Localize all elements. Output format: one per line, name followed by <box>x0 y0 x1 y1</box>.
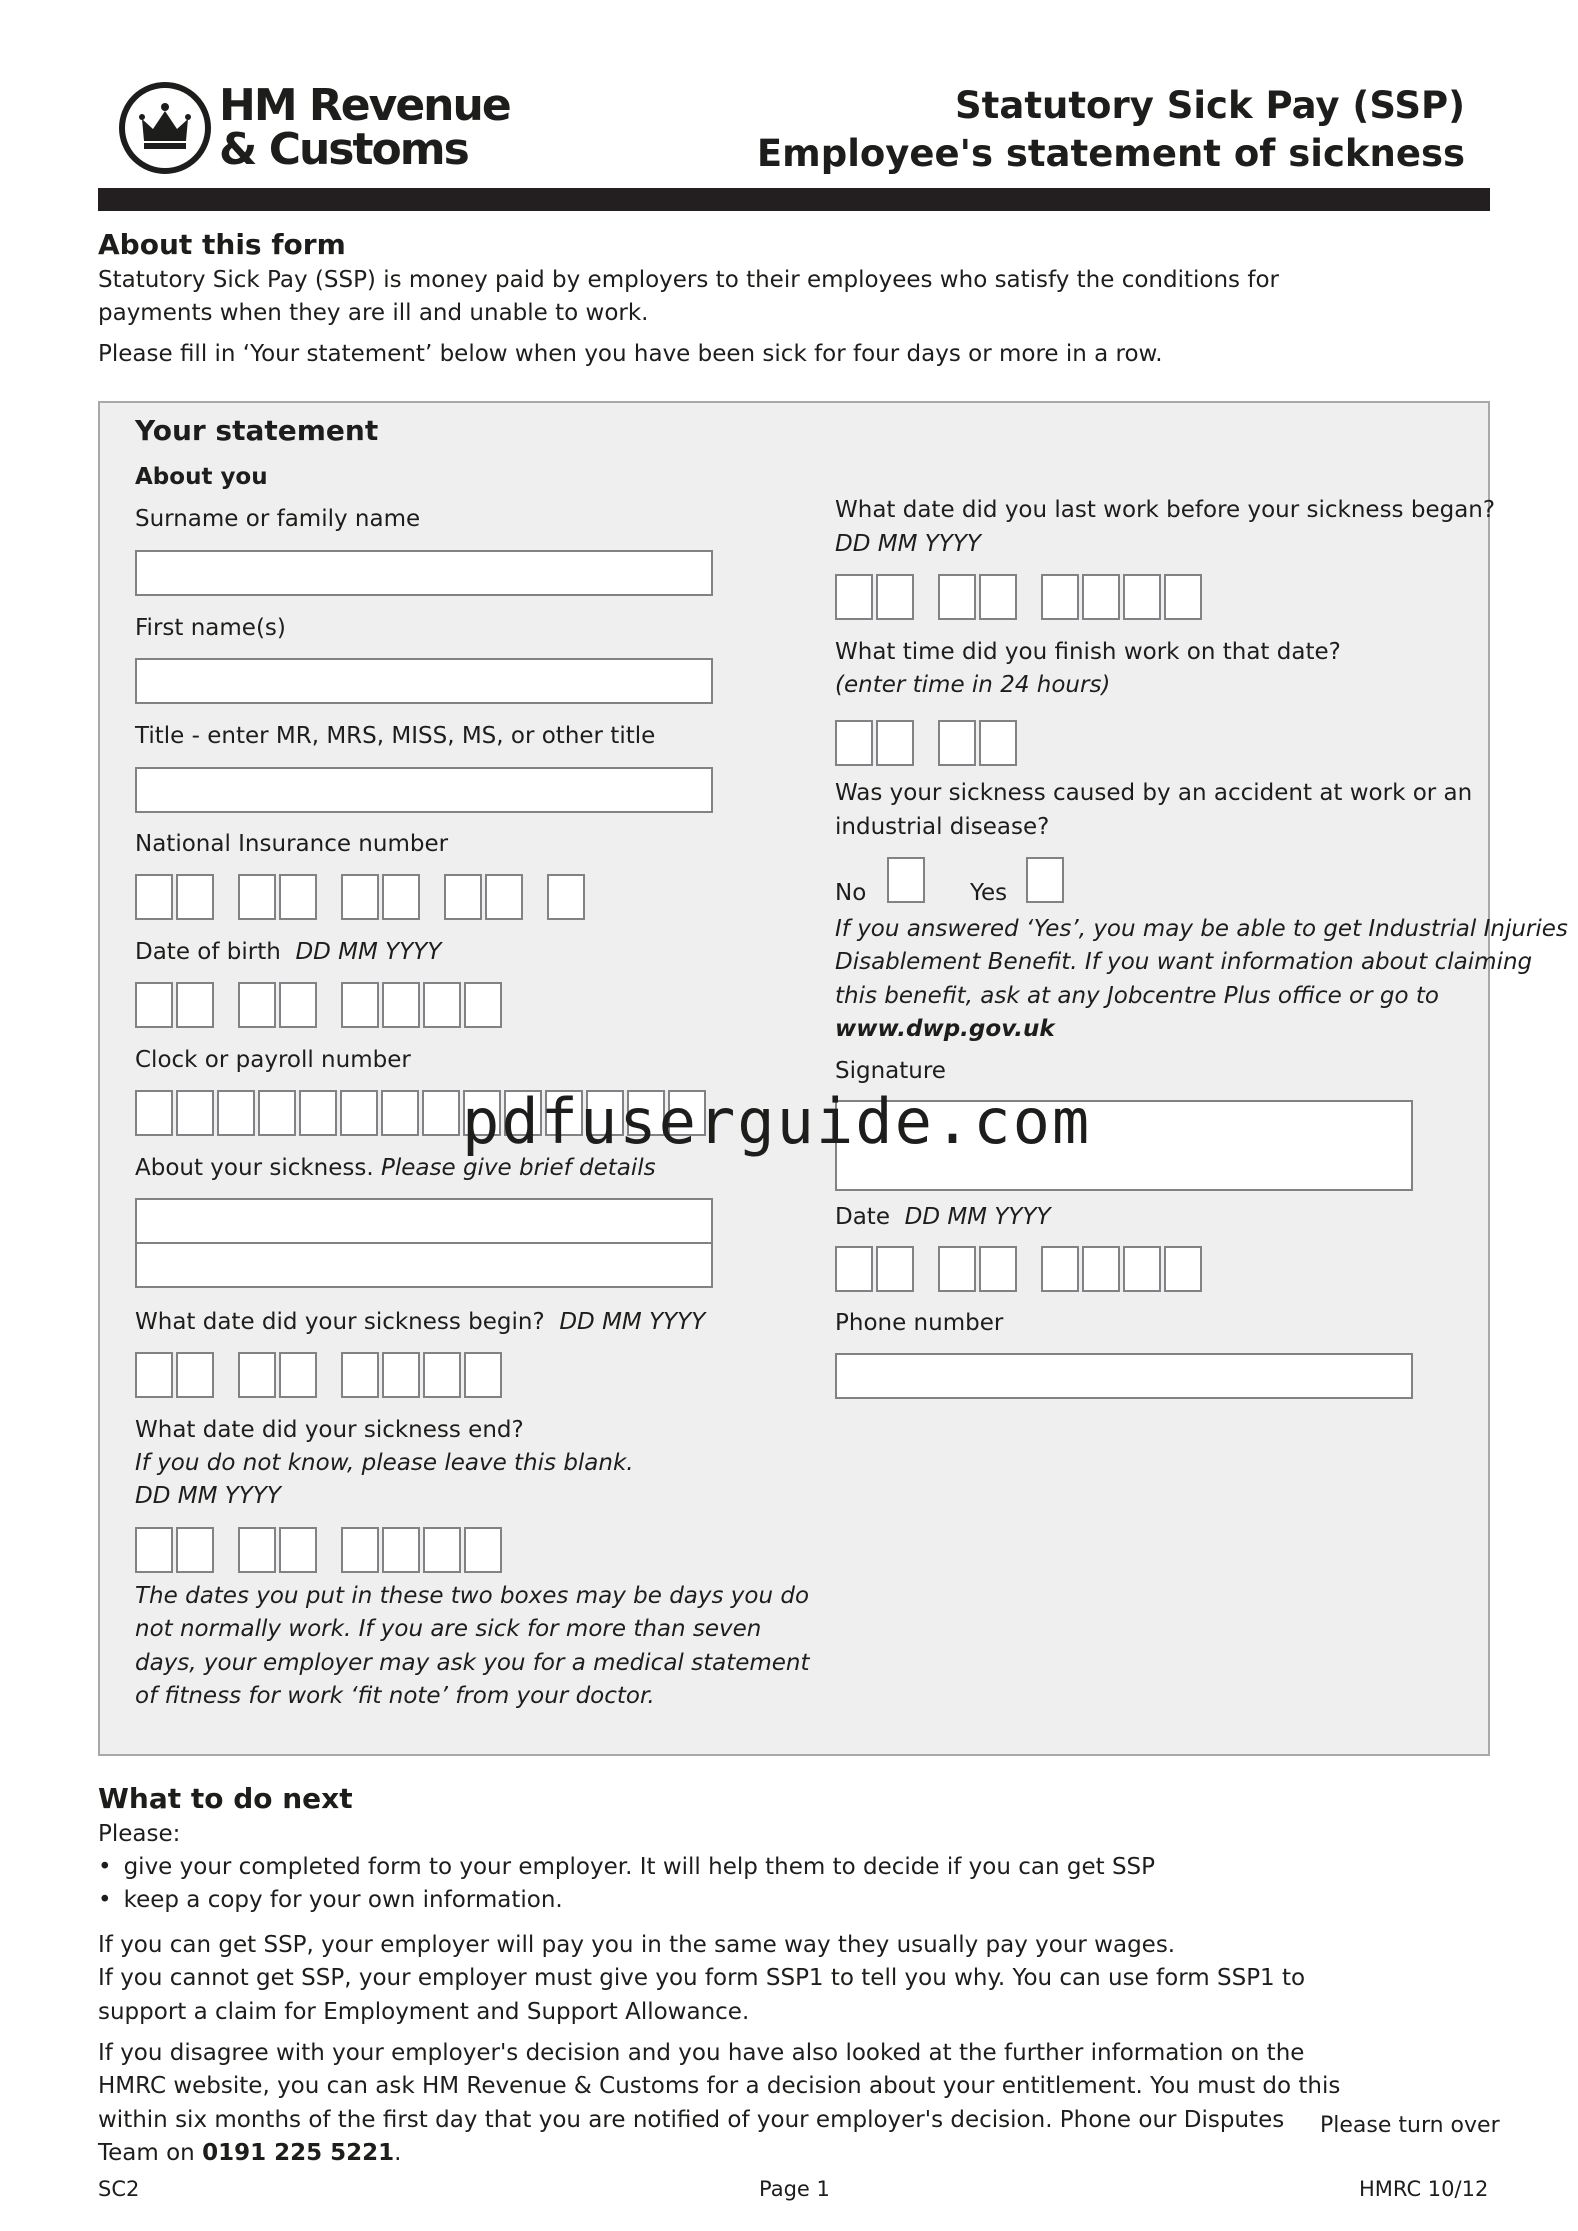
next-para2-line4 <box>98 2137 401 2170</box>
date-digit-box[interactable] <box>238 982 276 1028</box>
title-field[interactable] <box>135 767 713 813</box>
date-digit-box[interactable] <box>1164 1246 1202 1292</box>
date-digit-box[interactable] <box>938 574 976 620</box>
next-para2-line1: If you disagree with your employer's decision and you have also looked at the further information on the <box>98 2040 1305 2066</box>
last-work-date-boxes <box>835 574 1205 620</box>
ni-label: National Insurance number <box>135 831 449 857</box>
date-digit-box[interactable] <box>979 574 1017 620</box>
last-work-format: DD MM YYYY <box>835 531 981 557</box>
para2-line4-start: Team on <box>98 2140 195 2166</box>
date-digit-box[interactable] <box>279 1527 317 1573</box>
payroll-char-box[interactable] <box>176 1090 214 1136</box>
document-title <box>757 82 1465 178</box>
logo-line1: HM Revenue <box>219 80 510 131</box>
began-label <box>135 1306 705 1339</box>
time-digit-box[interactable] <box>938 720 976 766</box>
date-digit-box[interactable] <box>979 1246 1017 1292</box>
time-digit-box[interactable] <box>979 720 1017 766</box>
end-hint: If you do not know, please leave this blank. <box>135 1450 634 1476</box>
about-para2: Please fill in ‘Your statement’ below when you have been sick for four days or more in a row. <box>98 341 1163 367</box>
date-digit-box[interactable] <box>382 982 420 1028</box>
ni-char-box[interactable] <box>485 874 523 920</box>
date-digit-box[interactable] <box>464 982 502 1028</box>
date-digit-box[interactable] <box>382 1527 420 1573</box>
no-checkbox[interactable] <box>887 857 925 903</box>
next-para2-line2: HMRC website, you can ask HM Revenue & Customs for a decision about your entitlement. You must do this <box>98 2073 1341 2099</box>
date-digit-box[interactable] <box>876 1246 914 1292</box>
turn-over-note: Please turn over <box>1320 2113 1500 2138</box>
date-digit-box[interactable] <box>382 1352 420 1398</box>
date-digit-box[interactable] <box>238 1527 276 1573</box>
signature-date-boxes <box>835 1246 1205 1292</box>
date-digit-box[interactable] <box>176 982 214 1028</box>
next-para2-line3: within six months of the first day that you are notified of your employer's decision. Phone our Disputes <box>98 2107 1285 2133</box>
ni-char-box[interactable] <box>444 874 482 920</box>
time-digit-box[interactable] <box>876 720 914 766</box>
crown-crest-icon <box>119 82 211 174</box>
payroll-char-box[interactable] <box>422 1090 460 1136</box>
ni-char-box[interactable] <box>238 874 276 920</box>
dob-format: DD MM YYYY <box>295 939 442 965</box>
bullet-item <box>98 1884 1155 1917</box>
logo-line2: & Customs <box>219 124 468 175</box>
about-para1-line1: Statutory Sick Pay (SSP) is money paid by employers to their employees who satisfy the conditions for <box>98 267 1279 293</box>
date-digit-box[interactable] <box>835 1246 873 1292</box>
date-digit-box[interactable] <box>176 1527 214 1573</box>
date-label <box>835 1201 1051 1234</box>
statement-heading: Your statement <box>135 414 379 447</box>
title-line1: Statutory Sick Pay (SSP) <box>955 84 1465 127</box>
began-label-text: What date did your sickness begin? <box>135 1309 545 1335</box>
first-name-label: First name(s) <box>135 615 286 641</box>
date-digit-box[interactable] <box>423 1527 461 1573</box>
phone-field[interactable] <box>835 1353 1413 1399</box>
payroll-char-box[interactable] <box>340 1090 378 1136</box>
surname-label: Surname or family name <box>135 506 421 532</box>
dob-boxes <box>135 982 505 1028</box>
date-digit-box[interactable] <box>279 982 317 1028</box>
date-digit-box[interactable] <box>1123 1246 1161 1292</box>
date-digit-box[interactable] <box>1123 574 1161 620</box>
form-version: HMRC 10/12 <box>1359 2177 1489 2201</box>
date-digit-box[interactable] <box>341 1527 379 1573</box>
ni-char-box[interactable] <box>341 874 379 920</box>
date-digit-box[interactable] <box>1164 574 1202 620</box>
payroll-char-box[interactable] <box>299 1090 337 1136</box>
note-line3: days, your employer may ask you for a medical statement <box>135 1650 810 1676</box>
bullet-item <box>98 1851 1155 1884</box>
sickness-began-boxes <box>135 1352 505 1398</box>
finish-time-boxes <box>835 720 1020 766</box>
ni-char-box[interactable] <box>279 874 317 920</box>
logo-text <box>219 80 510 175</box>
payroll-char-box[interactable] <box>381 1090 419 1136</box>
date-digit-box[interactable] <box>1041 1246 1079 1292</box>
phone-label: Phone number <box>835 1310 1004 1336</box>
sickness-label-text: About your sickness. <box>135 1155 374 1181</box>
note-line2: not normally work. If you are sick for more than seven <box>135 1616 762 1642</box>
dob-label-text: Date of birth <box>135 939 281 965</box>
title-label: Title - enter MR, MRS, MISS, MS, or other title <box>135 723 656 749</box>
date-digit-box[interactable] <box>135 1527 173 1573</box>
no-label: No <box>835 880 867 906</box>
payroll-char-box[interactable] <box>258 1090 296 1136</box>
next-para1-line3: support a claim for Employment and Support Allowance. <box>98 1999 750 2025</box>
ni-char-box[interactable] <box>547 874 585 920</box>
date-digit-box[interactable] <box>135 1352 173 1398</box>
dwp-link[interactable]: www.dwp.gov.uk <box>835 1016 1055 1042</box>
title-line2: Employee's statement of sickness <box>756 132 1465 175</box>
sickness-end-boxes <box>135 1527 505 1573</box>
finish-time-hint: (enter time in 24 hours) <box>835 672 1111 698</box>
bullet2-text: keep a copy for your own information. <box>123 1887 563 1913</box>
date-digit-box[interactable] <box>835 574 873 620</box>
yes-checkbox[interactable] <box>1026 857 1064 903</box>
sickness-details-line2[interactable] <box>135 1242 713 1288</box>
time-digit-box[interactable] <box>835 720 873 766</box>
date-digit-box[interactable] <box>1082 574 1120 620</box>
hmrc-logo <box>119 82 510 174</box>
next-para1-line2: If you cannot get SSP, your employer must give you form SSP1 to tell you why. You can use form SSP1 to <box>98 1965 1306 1991</box>
next-para1-line1: If you can get SSP, your employer will pay you in the same way they usually pay your wages. <box>98 1932 1176 1958</box>
began-format: DD MM YYYY <box>559 1309 706 1335</box>
accident-label-line2: industrial disease? <box>835 814 1050 840</box>
dob-label <box>135 936 441 969</box>
date-digit-box[interactable] <box>341 982 379 1028</box>
ni-number-boxes <box>135 874 588 920</box>
date-label-text: Date <box>835 1204 890 1230</box>
form-code: SC2 <box>98 2177 140 2201</box>
disputes-phone-number: 0191 225 5221 <box>202 2140 395 2166</box>
note-line4: of fitness for work ‘fit note’ from your doctor. <box>135 1683 655 1709</box>
next-bullets <box>98 1851 1155 1917</box>
note-line1: The dates you put in these two boxes may be days you do <box>135 1583 810 1609</box>
next-heading: What to do next <box>98 1782 353 1815</box>
sickness-details-line1[interactable] <box>135 1198 713 1244</box>
payroll-char-box[interactable] <box>217 1090 255 1136</box>
date-digit-box[interactable] <box>1082 1246 1120 1292</box>
payroll-label: Clock or payroll number <box>135 1047 411 1073</box>
benefit-line1: If you answered ‘Yes’, you may be able to get Industrial Injuries <box>835 916 1568 942</box>
ni-char-box[interactable] <box>382 874 420 920</box>
ni-char-box[interactable] <box>135 874 173 920</box>
ni-char-box[interactable] <box>176 874 214 920</box>
about-you-heading: About you <box>135 464 268 490</box>
date-digit-box[interactable] <box>938 1246 976 1292</box>
surname-field[interactable] <box>135 550 713 596</box>
next-please: Please: <box>98 1821 181 1847</box>
watermark: pdfuserguide.com <box>462 1085 1092 1158</box>
accident-label-line1: Was your sickness caused by an accident at work or an <box>835 780 1473 806</box>
date-digit-box[interactable] <box>464 1527 502 1573</box>
date-digit-box[interactable] <box>423 1352 461 1398</box>
header-bar <box>98 188 1490 211</box>
sickness-hint: Please give brief details <box>381 1155 656 1181</box>
finish-time-label: What time did you finish work on that date? <box>835 639 1341 665</box>
about-heading: About this form <box>98 228 346 261</box>
date-digit-box[interactable] <box>176 1352 214 1398</box>
yes-label: Yes <box>970 880 1008 906</box>
about-para1-line2: payments when they are ill and unable to work. <box>98 300 649 326</box>
page-number: Page 1 <box>759 2177 830 2201</box>
signature-label: Signature <box>835 1058 946 1084</box>
benefit-line2: Disablement Benefit. If you want information about claiming <box>835 949 1533 975</box>
date-digit-box[interactable] <box>876 574 914 620</box>
bullet1-text: give your completed form to your employer. It will help them to decide if you can get SSP <box>123 1854 1156 1880</box>
benefit-line3: this benefit, ask at any Jobcentre Plus office or go to <box>835 983 1439 1009</box>
end-label: What date did your sickness end? <box>135 1417 524 1443</box>
date-format: DD MM YYYY <box>904 1204 1051 1230</box>
date-digit-box[interactable] <box>1041 574 1079 620</box>
date-digit-box[interactable] <box>238 1352 276 1398</box>
date-digit-box[interactable] <box>279 1352 317 1398</box>
last-work-label: What date did you last work before your sickness began? <box>835 497 1496 523</box>
date-digit-box[interactable] <box>423 982 461 1028</box>
date-digit-box[interactable] <box>135 982 173 1028</box>
first-name-field[interactable] <box>135 658 713 704</box>
date-digit-box[interactable] <box>464 1352 502 1398</box>
payroll-char-box[interactable] <box>135 1090 173 1136</box>
end-format: DD MM YYYY <box>135 1483 281 1509</box>
para2-line4-end: . <box>394 2140 402 2166</box>
date-digit-box[interactable] <box>341 1352 379 1398</box>
